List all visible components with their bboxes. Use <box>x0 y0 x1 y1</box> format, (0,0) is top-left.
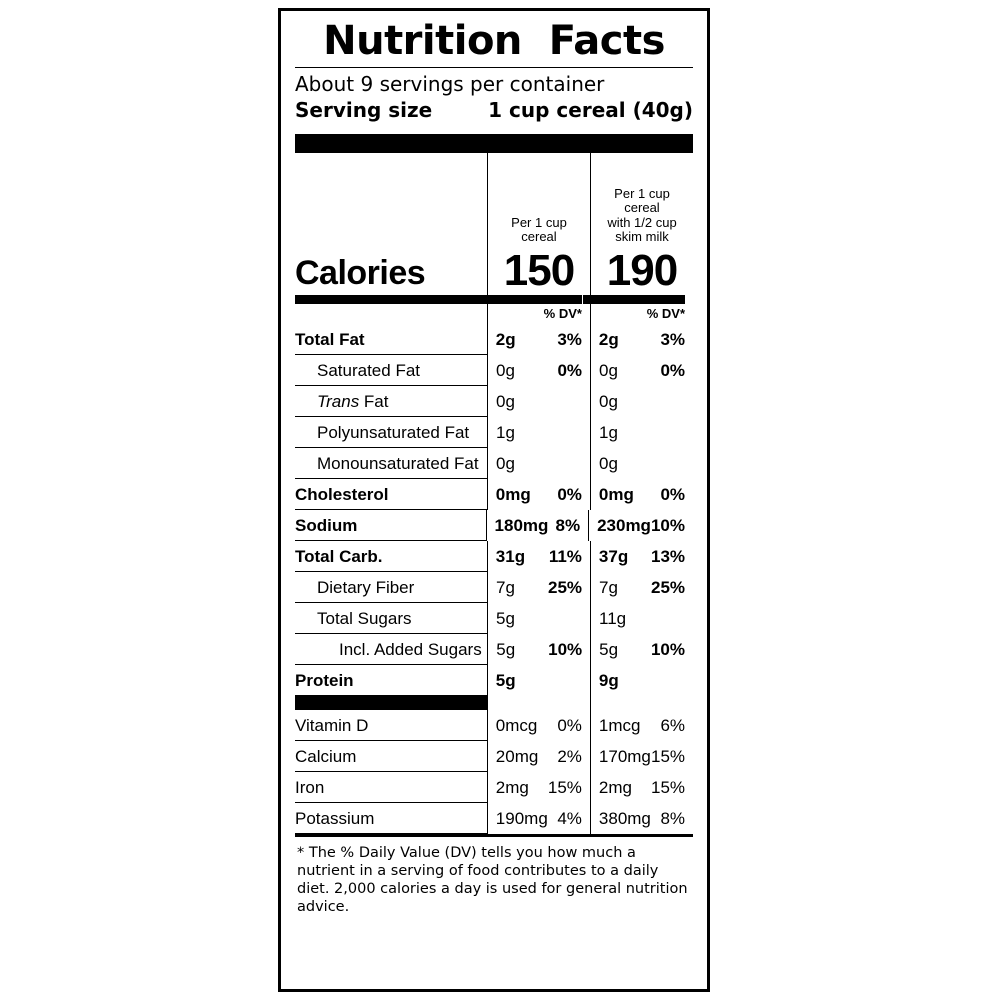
micronutrient-row <box>295 803 693 834</box>
nutrient-amount: 0g <box>496 361 515 380</box>
nutrient-name: Incl. Added Sugars <box>295 634 487 665</box>
nutrient-row <box>295 603 693 634</box>
micronutrient-percent: 0% <box>557 716 582 735</box>
nutrient-cell-cereal <box>488 541 590 572</box>
serving-size-value: 1 cup cereal (40g) <box>488 98 693 122</box>
nutrient-row <box>295 479 693 510</box>
nutrient-name: Total Fat <box>295 324 487 355</box>
nutrient-amount: 1g <box>496 423 515 442</box>
column-header-cereal <box>488 153 590 249</box>
micronutrient-amount: 2mg <box>598 778 632 797</box>
calories-row <box>295 246 693 295</box>
nutrient-percent: 0% <box>557 361 583 380</box>
nutrient-rows <box>295 324 693 696</box>
nutrient-amount: 180mg <box>494 516 549 535</box>
nutrient-amount: 2g <box>598 330 619 349</box>
nutrient-name: Saturated Fat <box>295 355 487 386</box>
nutrient-name: Monounsaturated Fat <box>295 448 487 479</box>
nutrient-amount: 0mg <box>495 485 531 504</box>
nutrient-amount: 5g <box>496 609 515 628</box>
column-header-row <box>295 153 693 249</box>
micro-bar-name <box>295 696 487 710</box>
nutrient-amount: 11g <box>599 609 627 628</box>
micronutrient-row <box>295 741 693 772</box>
micronutrient-row <box>295 772 693 803</box>
nutrient-cell-cereal <box>488 572 590 603</box>
nutrient-cell-cereal-milk <box>591 634 693 665</box>
nutrient-amount: 5g <box>599 640 619 659</box>
nutrient-amount: 37g <box>598 547 629 566</box>
micronutrient-percent: 15% <box>547 778 582 797</box>
micronutrient-amount: 170mg <box>598 747 651 766</box>
nutrient-amount: 0g <box>496 392 515 411</box>
col-b-line1: Per 1 cup cereal <box>614 185 670 216</box>
nutrient-name: Cholesterol <box>295 479 487 510</box>
calories-underbar-a <box>488 295 590 304</box>
nutrient-cell-cereal-milk <box>591 448 693 479</box>
nutrient-percent: 0% <box>660 485 686 504</box>
micronutrient-cell-cereal <box>488 803 590 834</box>
nutrient-row <box>295 355 693 386</box>
micronutrient-percent: 2% <box>557 747 582 766</box>
nutrient-name: Total Sugars <box>295 603 487 634</box>
micronutrient-name: Potassium <box>295 803 487 834</box>
nutrient-amount: 7g <box>599 578 618 597</box>
micronutrient-row <box>295 710 693 741</box>
nutrient-cell-cereal <box>488 603 590 634</box>
micronutrient-amount: 2mg <box>495 778 529 797</box>
micronutrient-amount: 380mg <box>598 809 651 828</box>
nutrient-row <box>295 448 693 479</box>
nutrient-cell-cereal <box>488 417 590 448</box>
nutrient-name: Dietary Fiber <box>295 572 487 603</box>
col-a-line2: cereal <box>521 229 557 245</box>
nutrient-cell-cereal <box>488 634 590 665</box>
nutrient-amount: 7g <box>496 578 515 597</box>
nutrient-amount: 230mg <box>597 516 651 535</box>
nutrient-percent: 25% <box>650 578 686 597</box>
col-b-line3: skim milk <box>615 229 669 245</box>
nutrient-amount: 0g <box>599 454 618 473</box>
dv-header-spacer <box>295 304 487 324</box>
nutrient-percent: 3% <box>660 330 686 349</box>
calories-label: Calories <box>295 254 426 292</box>
micronutrient-percent: 6% <box>660 716 686 735</box>
micronutrient-amount: 20mg <box>495 747 539 766</box>
dv-header-cereal-milk: % DV* <box>646 306 686 321</box>
nutrient-cell-cereal-milk <box>591 386 693 417</box>
micronutrient-amount: 1mcg <box>598 716 641 735</box>
nutrient-cell-cereal <box>488 355 590 386</box>
calories-value-cereal: 150 <box>503 246 575 295</box>
servings-per-container: About 9 servings per container <box>295 72 605 96</box>
micronutrient-percent: 15% <box>651 778 686 797</box>
nutrient-cell-cereal <box>488 386 590 417</box>
micronutrient-cell-cereal-milk <box>591 803 693 834</box>
nutrient-percent: 10% <box>650 640 685 659</box>
serving-size-row <box>295 98 693 128</box>
dv-header-row <box>295 304 693 324</box>
micronutrient-percent: 8% <box>660 809 686 828</box>
nutrient-percent: 10% <box>548 640 583 659</box>
nutrient-cell-cereal-milk <box>591 417 693 448</box>
daily-value-footnote: * The % Daily Value (DV) tells you how much a nutrient in a serving of food contributes to a daily diet. 2,000 calories a day is used for general nutrition advice. <box>297 845 688 916</box>
nutrient-row <box>295 417 693 448</box>
nutrient-amount: 0g <box>599 361 618 380</box>
micronutrient-amount: 190mg <box>495 809 548 828</box>
nutrient-name: Protein <box>295 665 487 696</box>
nutrient-amount: 9g <box>598 671 619 690</box>
nutrient-amount: 2g <box>495 330 516 349</box>
calories-underbar-name <box>295 295 487 304</box>
nutrient-cell-cereal-milk <box>591 603 693 634</box>
nutrient-cell-cereal <box>488 448 590 479</box>
col-b-line2: with 1/2 cup <box>607 214 677 230</box>
nutrient-cell-cereal-milk <box>591 572 693 603</box>
nutrient-percent: 0% <box>660 361 686 380</box>
micronutrient-name: Calcium <box>295 741 487 772</box>
nutrient-row <box>295 324 693 355</box>
nutrient-percent: 8% <box>555 516 581 535</box>
micronutrient-cell-cereal <box>488 741 590 772</box>
micronutrient-name: Iron <box>295 772 487 803</box>
nutrient-percent: 13% <box>651 547 686 566</box>
nutrient-percent: 0% <box>557 485 582 504</box>
page-title: Nutrition Facts <box>323 18 665 64</box>
nutrient-name: Total Carb. <box>295 541 487 572</box>
nutrient-amount: 0mg <box>598 485 634 504</box>
nutrient-amount: 5g <box>496 640 516 659</box>
micronutrient-cell-cereal-milk <box>591 772 693 803</box>
nutrient-percent: 11% <box>548 547 582 566</box>
nutrient-amount: 0g <box>599 392 618 411</box>
nutrient-row <box>295 386 693 417</box>
nutrient-cell-cereal-milk <box>591 665 693 696</box>
nutrient-amount: 31g <box>495 547 526 566</box>
nutrient-cell-cereal <box>488 324 590 355</box>
nutrient-amount: 1g <box>599 423 618 442</box>
col-a-line1: Per 1 cup <box>511 214 567 230</box>
micronutrient-cell-cereal-milk <box>591 741 693 772</box>
nutrient-row <box>295 541 693 572</box>
calories-underbar-b <box>591 295 693 304</box>
micronutrient-separator-bar <box>295 696 693 710</box>
nutrient-row <box>295 665 693 696</box>
micronutrient-amount: 0mcg <box>495 716 538 735</box>
nutrient-name: Sodium <box>295 510 486 541</box>
dv-header-cereal: % DV* <box>543 306 582 321</box>
nutrient-cell-cereal <box>488 479 590 510</box>
micronutrient-cell-cereal-milk <box>591 710 693 741</box>
nutrient-cell-cereal-milk <box>591 355 693 386</box>
nutrient-row <box>295 634 693 665</box>
micronutrient-percent: 4% <box>557 809 582 828</box>
nutrient-name: Trans Fat <box>295 386 487 417</box>
micronutrient-rows <box>295 710 693 834</box>
nutrient-cell-cereal-milk <box>589 510 693 541</box>
nutrient-amount: 0g <box>496 454 515 473</box>
column-header-cereal-milk <box>591 153 693 249</box>
micronutrient-percent: 15% <box>651 747 686 766</box>
micronutrient-name: Vitamin D <box>295 710 487 741</box>
micro-bar-b <box>591 696 693 710</box>
nutrient-row <box>295 572 693 603</box>
nutrient-amount: 5g <box>495 671 516 690</box>
nutrient-cell-cereal-milk <box>591 324 693 355</box>
micronutrient-cell-cereal <box>488 772 590 803</box>
nutrition-facts-panel <box>278 8 710 992</box>
nutrient-percent: 10% <box>650 516 685 535</box>
nutrient-cell-cereal-milk <box>591 541 693 572</box>
nutrient-name: Polyunsaturated Fat <box>295 417 487 448</box>
nutrient-cell-cereal <box>487 510 589 541</box>
nutrient-percent: 25% <box>548 578 583 597</box>
calories-value-cereal-milk: 190 <box>606 246 678 295</box>
calories-underbar-row <box>295 295 693 304</box>
thick-separator-bar <box>295 134 693 153</box>
nutrient-cell-cereal-milk <box>591 479 693 510</box>
column-header-spacer <box>295 153 487 249</box>
micro-bar-a <box>488 696 590 710</box>
serving-size-label: Serving size <box>295 98 433 122</box>
nutrient-percent: 3% <box>557 330 582 349</box>
micronutrient-cell-cereal <box>488 710 590 741</box>
nutrient-row <box>295 510 693 541</box>
nutrient-cell-cereal <box>488 665 590 696</box>
